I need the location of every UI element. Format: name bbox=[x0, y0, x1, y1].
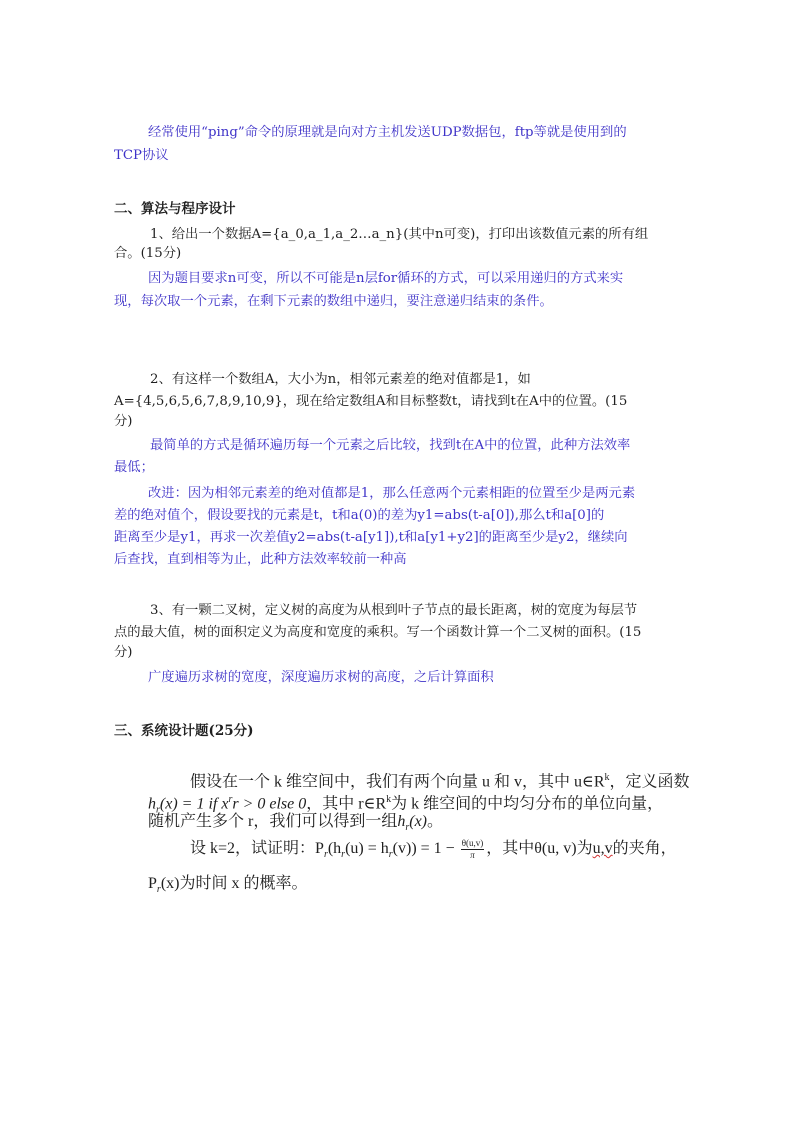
s3-para1-line-3: 随机产生多个 r，我们可以得到一组$h_r(x)$。 bbox=[148, 813, 444, 834]
q3-question-line-3: 分) bbox=[114, 645, 133, 660]
q2-answer2-line-3: 距离至少是y1，再求一次差值y2=abs(t-a[y1]),t和a[y1+y2]的距离至少是y2，继续向 bbox=[114, 530, 628, 545]
intro-line-2: TCP协议 bbox=[114, 148, 169, 163]
intro-line-1: 经常使用“ping”命令的原理就是向对方主机发送UDP数据包，ftp等就是使用到的 bbox=[148, 125, 627, 140]
q3-question-line-1: 3、有一颗二叉树，定义树的高度为从根到叶子节点的最长距离，树的宽度为每层节 bbox=[150, 603, 638, 618]
q3-answer-line-1: 广度遍历求树的宽度，深度遍历求树的高度，之后计算面积 bbox=[148, 670, 494, 685]
section3-heading: 三、系统设计题(25分) bbox=[114, 723, 254, 739]
s3-para1-line-1: 假设在一个 k 维空间中，我们有两个向量 u 和 v，其中 $u\in R^k$，定义函数 bbox=[190, 772, 690, 791]
q2-answer2-line-1: 改进：因为相邻元素差的绝对值都是1，那么任意两个元素相距的位置至少是两元素 bbox=[148, 486, 636, 501]
s3-para2-line-2: $P_r(x)$为时间 x 的概率。 bbox=[148, 875, 308, 896]
q1-answer-line-1: 因为题目要求n可变，所以不可能是n层for循环的方式，可以采用递归的方式来实 bbox=[148, 271, 624, 286]
q3-question-line-2: 点的最大值，树的面积定义为高度和宽度的乘积。写一个函数计算一个二叉树的面积。(15 bbox=[114, 625, 642, 640]
q2-answer1-line-1: 最简单的方式是循环遍历每一个元素之后比较，找到t在A中的位置，此种方法效率 bbox=[150, 438, 631, 453]
section2-heading: 二、算法与程序设计 bbox=[114, 201, 236, 217]
q1-question-line-2: 合。(15分) bbox=[114, 246, 182, 261]
q1-answer-line-2: 现，每次取一个元素，在剩下元素的数组中递归，要注意递归结束的条件。 bbox=[114, 294, 553, 309]
q2-answer1-line-2: 最低； bbox=[114, 460, 154, 475]
q2-question-line-2: A={4,5,6,5,6,7,8,9,10,9}，现在给定数组A和目标整数t，请找到t在A中的位置。(15 bbox=[114, 394, 628, 409]
theta-over-pi-fraction: $\frac{\theta(u,v)}{\pi}$ bbox=[461, 837, 484, 860]
s3-para2-line-1: 设 k=2，试证明：$P_r(h_r(u) = h_r(v)) = 1$ − $\frac{\theta(u,v)}{\pi}$ ，其中θ(u, v)为u,v的夹角， bbox=[190, 837, 677, 861]
q2-question-line-3: 分) bbox=[114, 414, 133, 429]
q2-answer2-line-2: 差的绝对值个，假设要找的元素是t，t和a(0)的差为y1=abs(t-a[0]),那么t和a[0]的 bbox=[114, 508, 605, 523]
q1-question-line-1: 1、给出一个数据A={a_0,a_1,a_2…a_n}(其中n可变)，打印出该数值元素的所有组 bbox=[150, 227, 649, 242]
q2-question-line-1: 2、有这样一个数组A，大小为n，相邻元素差的绝对值都是1，如 bbox=[150, 372, 531, 387]
q2-answer2-line-4: 后查找，直到相等为止，此种方法效率较前一种高 bbox=[114, 552, 407, 567]
s3-para1-line-2: $h_r(x) = 1$ if $x^rr > 0$ else 0，其中 $r\in R^k$为 k 维空间的中均匀分布的单位向量， bbox=[148, 794, 664, 816]
